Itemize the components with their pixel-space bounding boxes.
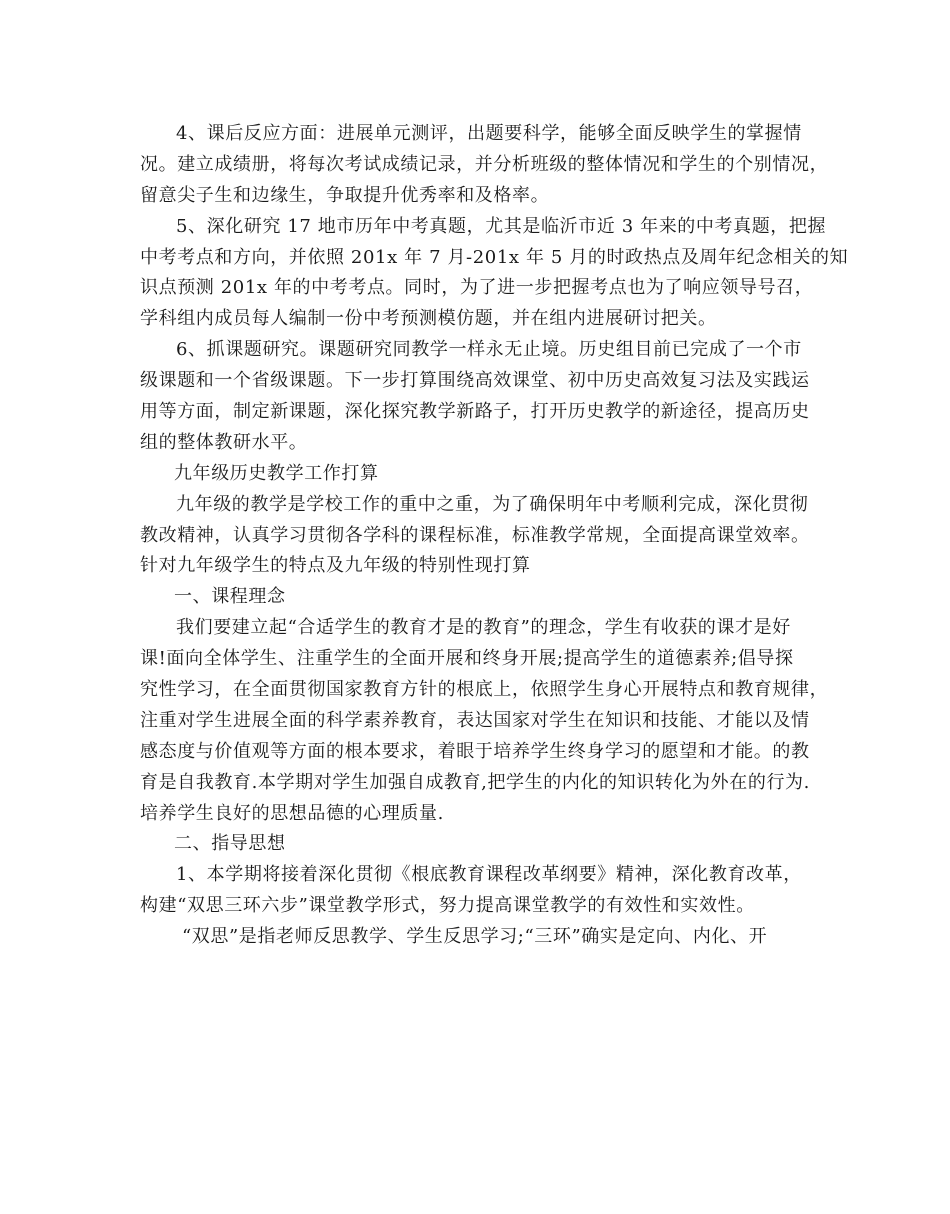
text-line: 培养学生良好的思想品德的心理质量. [140, 802, 444, 824]
text-line: 究性学习，在全面贯彻国家教育方针的根底上，依照学生身心开展特点和教育规律， [140, 679, 829, 701]
text-line: 1、本学期将接着深化贯彻《根底教育课程改革纲要》精神，深化教育改革， [176, 864, 802, 886]
text-line: 针对九年级学生的特点及九年级的特别性现打算 [140, 555, 531, 577]
text-line: 用等方面，制定新课题，深化探究教学新路子，打开历史教学的新途径，提高历史 [140, 401, 810, 423]
text-line: 5、深化研究 17 地市历年中考真题，尤其是临沂市近 3 年来的中考真题，把握 [176, 215, 827, 237]
document-body [140, 119, 849, 953]
text-line: 级课题和一个省级课题。下一步打算围绕高效课堂、初中历史高效复习法及实践运 [140, 370, 810, 392]
text-line: 4、课后反应方面：进展单元测评，出题要科学，能够全面反映学生的掌握情 [176, 123, 802, 144]
text-line: 注重对学生进展全面的科学素养教育，表达国家对学生在知识和技能、才能以及情 [140, 709, 810, 731]
section-heading: 九年级历史教学工作打算 [174, 462, 379, 484]
text-line: 学科组内成员每人编制一份中考预测模仿题，并在组内进展研讨把关。 [140, 308, 717, 330]
text-line: 识点预测 201x 年的中考考点。同时，为了进一步把握考点也为了响应领导号召， [140, 277, 814, 299]
text-line: 中考考点和方向，并依照 201x 年 7 月-201x 年 5 月的时政热点及周年纪念相关的知 [140, 246, 849, 268]
text-line: 留意尖子生和边缘生，争取提升优秀率和及格率。 [140, 184, 550, 206]
text-line: 感态度与价值观等方面的根本要求，着眼于培养学生终身学习的愿望和才能。的教 [140, 740, 810, 762]
text-line: 课!面向全体学生、注重学生的全面开展和终身开展;提高学生的道德素养;倡导探 [140, 648, 794, 670]
text-line: 我们要建立起“合适学生的教育才是的教育”的理念，学生有收获的课才是好 [176, 617, 791, 639]
text-line: 育是自我教育.本学期对学生加强自成教育,把学生的内化的知识转化为外在的行为. [140, 771, 810, 793]
section-heading: 二、指导思想 [174, 833, 286, 855]
text-line: 九年级的教学是学校工作的重中之重，为了确保明年中考顺利完成，深化贯彻 [176, 493, 809, 515]
text-line: 教改精神，认真学习贯彻各学科的课程标准，标准教学常规，全面提高课堂效率。 [140, 524, 810, 546]
text-line: “双思”是指老师反思教学、学生反思学习;“三环”确实是定向、内化、开 [182, 926, 768, 948]
section-heading: 一、课程理念 [174, 586, 286, 608]
text-line: 6、抓课题研究。课题研究同教学一样永无止境。历史组目前已完成了一个市 [176, 339, 802, 361]
text-line: 构建“双思三环六步”课堂教学形式，努力提高课堂教学的有效性和实效性。 [140, 895, 755, 917]
text-line: 组的整体教研水平。 [140, 431, 308, 453]
text-line: 况。建立成绩册，将每次考试成绩记录，并分析班级的整体情况和学生的个别情况， [140, 153, 829, 175]
